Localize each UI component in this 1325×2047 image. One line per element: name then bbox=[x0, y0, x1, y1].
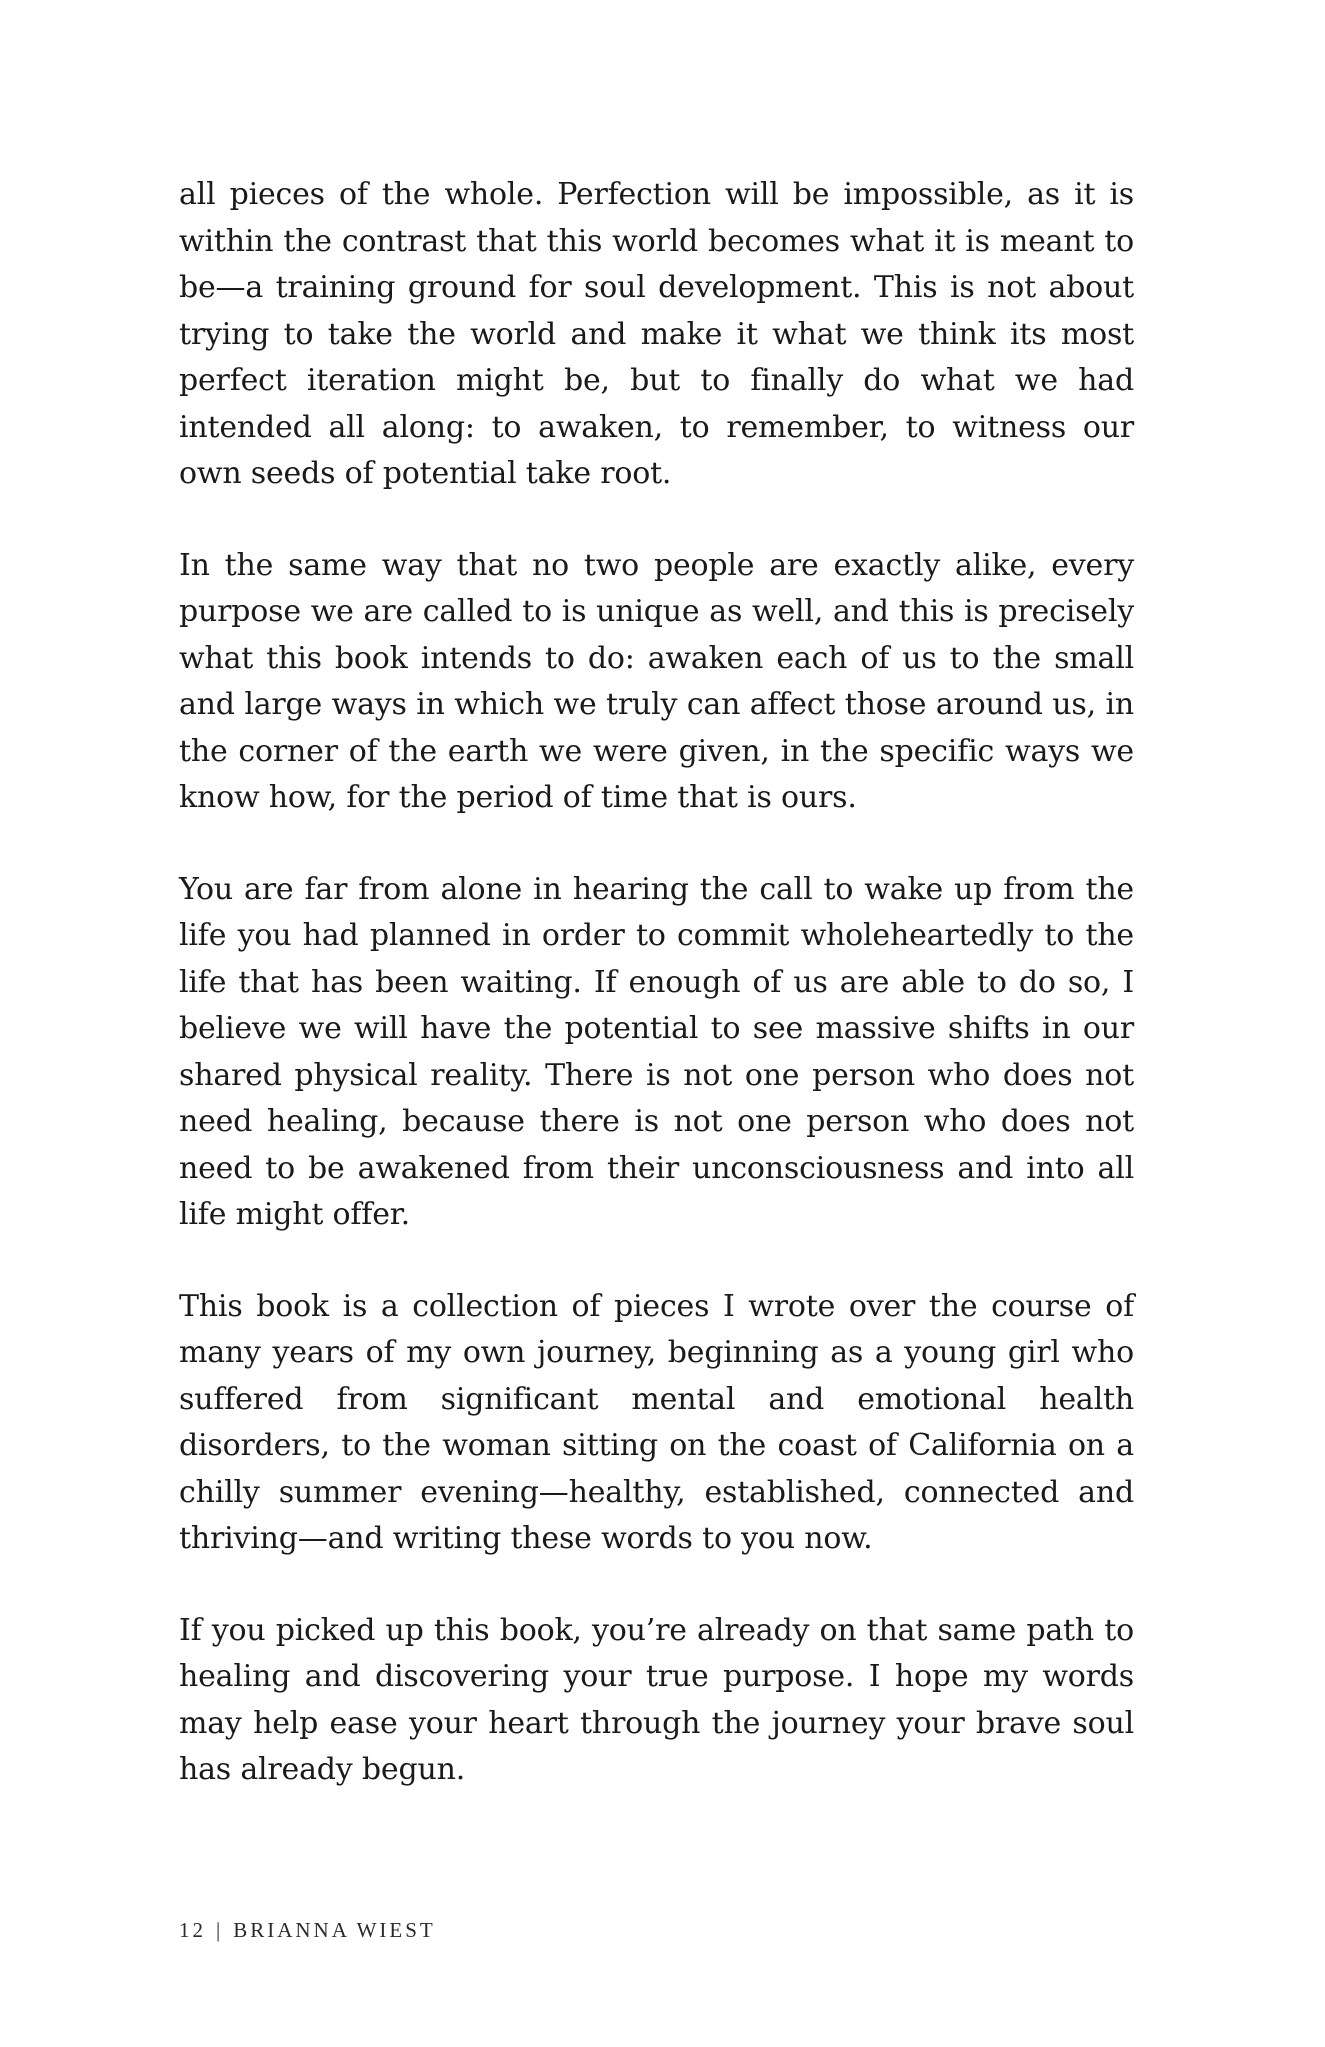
page-number: 12 bbox=[179, 1918, 206, 1942]
page-footer bbox=[179, 1918, 436, 1943]
paragraph-4: This book is a collection of pieces I wrote over the course of many years of my own journey, beginning as a young girl who suffered from significant mental and emotional health disorders, to the woman sitting on the coast of California on a chilly summer evening—healthy, established, connected and thriving—and writing these words to you now. bbox=[179, 1288, 1134, 1556]
footer-separator: | bbox=[216, 1918, 224, 1942]
author-name: BRIANNA WIEST bbox=[233, 1918, 436, 1942]
paragraph-1: all pieces of the whole. Perfection will be impossible, as it is within the contrast that this world becomes what it is meant to be—a training ground for soul development. This is not about trying to take the world and make it what we think its most perfect iteration might be, but to finally do what we had intended all along: to awaken, to remember, to witness our own seeds of potential take root. bbox=[179, 177, 1134, 491]
paragraph-5: If you picked up this book, you’re already on that same path to healing and discovering your true purpose. I hope my words may help ease your heart through the journey your brave soul has already begun. bbox=[179, 1612, 1134, 1787]
body-text bbox=[179, 172, 1134, 1794]
paragraph-3: You are far from alone in hearing the call to wake up from the life you had planned in order to commit wholeheartedly to the life that has been waiting. If enough of us are able to do so, I believe we will have the potential to see massive shifts in our shared physical reality. There is not one person who does not need healing, because there is not one person who does not need to be awakened from their unconsciousness and into all life might offer. bbox=[179, 871, 1134, 1232]
paragraph-2: In the same way that no two people are exactly alike, every purpose we are called to is unique as well, and this is precisely what this book intends to do: awaken each of us to the small and large ways in which we truly can affect those around us, in the corner of the earth we were given, in the specific ways we know how, for the period of time that is ours. bbox=[179, 547, 1134, 815]
